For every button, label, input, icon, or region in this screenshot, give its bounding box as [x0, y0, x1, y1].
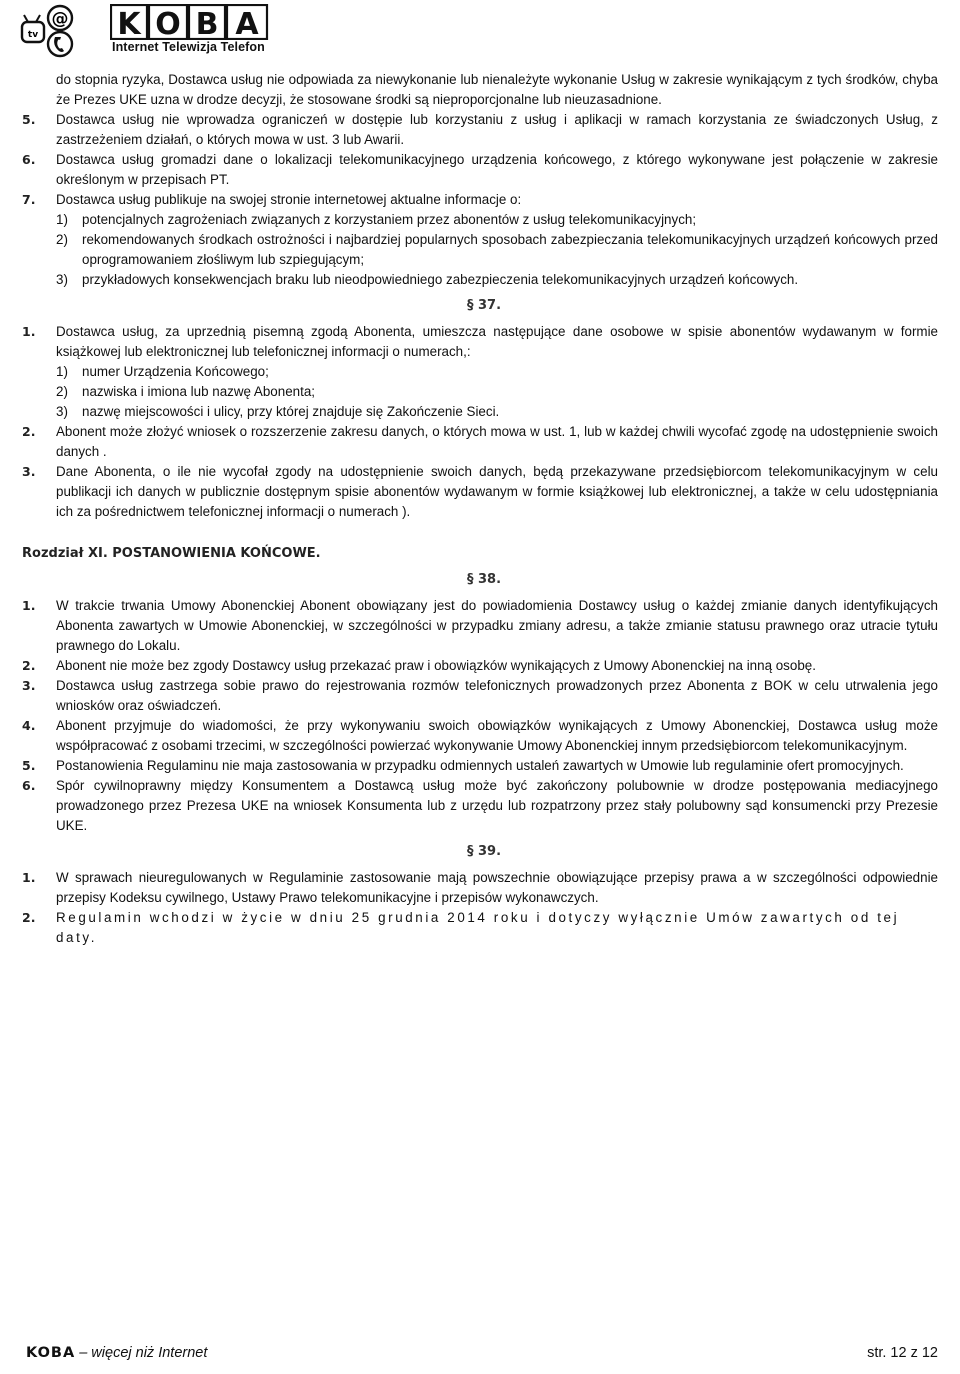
item-text: Dane Abonenta, o ile nie wycofał zgody na udostępnienie swoich danych, będą przekazywane przedsiębiorcom telekomunikacyjnym w celu publikacji ich danych w publicznie dostępnym spisie abonentów wydawanym w formie książkowej lub elektronicznej, a także w celu udostępniania ich za pośrednictwem telefonicznej informacji o numerach ). [56, 464, 938, 519]
s37-item-2 [22, 422, 938, 462]
item-text: W trakcie trwania Umowy Abonenckiej Abonent obowiązany jest do powiadomienia Dostawcy usług o każdej zmianie danych identyfikujących Abonenta zawartych w Umowie Abonenckiej, w szczególności w przypadku zmiany adresu, a także zmianie statusu prawnego oraz utracie tytułu prawnego do Lokalu. [56, 598, 938, 653]
item-number: 5. [22, 758, 36, 773]
sub-number: 2) [56, 232, 68, 247]
svg-text:O: O [155, 7, 181, 40]
item-text: Spór cywilnoprawny między Konsumentem a Dostawcą usług może być zakończony polubownie w drodze postępowania mediacyjnego prowadzonego przez Prezesa UKE na wniosek Konsumenta lub z urzędu lub rozpatrzony przez stały polubowny sąd konsumencki przy Prezesie UKE. [56, 778, 938, 833]
item-number: 2. [22, 424, 36, 439]
logo-subtitle: Internet Telewizja Telefon [112, 40, 265, 54]
intro-paragraph [22, 70, 938, 110]
footer-brand-line [26, 1345, 207, 1361]
item-text: Postanowienia Regulaminu nie maja zastosowania w przypadku odmiennych ustaleń zawartych w Umowie lub regulaminie ofert promocyjnych. [56, 758, 904, 773]
sub-text: potencjalnych zagrożeniach związanych z korzystaniem przez abonentów z usług telekomunikacyjnych; [82, 212, 697, 227]
item-text: Regulamin wchodzi w życie w dniu 25 grudnia 2014 roku i dotyczy wyłącznie Umów zawartych od tej daty. [56, 910, 900, 945]
s37-sub-3 [22, 402, 938, 422]
s39-item-2 [22, 908, 938, 948]
footer-brand: KOBA [26, 1345, 76, 1361]
s38-item-6 [22, 776, 938, 836]
item-number: 2. [22, 658, 36, 673]
s37-sub-1 [22, 362, 938, 382]
svg-text:B: B [195, 7, 219, 40]
s38-item-2 [22, 656, 938, 676]
svg-text:@: @ [51, 9, 69, 29]
logo-icons [20, 4, 82, 58]
item-number: 3. [22, 464, 36, 479]
sub-number: 1) [56, 212, 68, 227]
s36-sub-2 [22, 230, 938, 270]
tv-icon [22, 15, 44, 42]
s38-item-3 [22, 676, 938, 716]
sub-number: 1) [56, 364, 68, 379]
section-heading-38: § 38. [466, 572, 502, 587]
svg-text:A: A [235, 7, 259, 40]
s38-item-1 [22, 596, 938, 656]
s37-item-3 [22, 462, 938, 522]
s36-item-7 [22, 190, 938, 210]
item-number: 5. [22, 112, 36, 127]
s36-sub-3 [22, 270, 938, 290]
at-icon [48, 6, 72, 30]
sub-text: numer Urządzenia Końcowego; [82, 364, 269, 379]
item-number: 6. [22, 778, 36, 793]
item-text: Dostawca usług, za uprzednią pisemną zgodą Abonenta, umieszcza następujące dane osobowe w spisie abonentów wydawanym w formie książkowej lub elektronicznej lub telefonicznej informacji o numerach,: [56, 324, 938, 359]
item-text: Abonent nie może bez zgody Dostawcy usług przekazać praw i obowiązków wynikających z Umowy Abonenckiej na inną osobę. [56, 658, 816, 673]
item-text: Abonent może złożyć wniosek o rozszerzenie zakresu danych, o których mowa w ust. 1, lub w każdej chwili wycofać zgodę na udostępnienie swoich danych . [56, 424, 938, 459]
s39-item-1 [22, 868, 938, 908]
item-text: Dostawca usług zastrzega sobie prawo do rejestrowania rozmów telefonicznych prowadzonych przez Abonenta z BOK w celu utrwalenia jego wniosków oraz oświadczeń. [56, 678, 938, 713]
item-number: 1. [22, 598, 36, 613]
document-body [22, 70, 938, 948]
koba-logo [110, 4, 270, 40]
sub-number: 2) [56, 384, 68, 399]
footer-tagline: – więcej niż Internet [79, 1345, 208, 1361]
sub-number: 3) [56, 404, 68, 419]
sub-number: 3) [56, 272, 68, 287]
item-number: 3. [22, 678, 36, 693]
sub-text: rekomendowanych środkach ostrożności i najbardziej popularnych sposobach zabezpieczania telekomunikacyjnych urządzeń końcowych przed oprogramowaniem złośliwym lub szpiegującym; [82, 232, 938, 267]
header [20, 2, 265, 62]
footer [26, 1345, 938, 1367]
item-text: W sprawach nieuregulowanych w Regulaminie zastosowanie mają powszechnie obowiązujące przepisy prawa a w szczególności odpowiednie przepisy Kodeksu cywilnego, Ustawy Prawo telekomunikacyjne i przepisów wykonawczych. [56, 870, 938, 905]
s38-item-4 [22, 716, 938, 756]
s37-sub-2 [22, 382, 938, 402]
intro-text: do stopnia ryzyka, Dostawca usług nie odpowiada za niewykonanie lub nienależyte wykonanie Usług w zakresie wynikającym z tych środków, chyba że Prezes UKE uzna w drodze decyzji, że stosowane środki są nieproporcjonalne lub nieuzasadnione. [56, 72, 938, 107]
item-text: Dostawca usług gromadzi dane o lokalizacji telekomunikacyjnego urządzenia końcowego, z którego wykonywane jest połączenie w zakresie określonym w przepisach PT. [56, 152, 938, 187]
item-number: 6. [22, 152, 36, 167]
tv-icon-label: tv [27, 30, 39, 40]
s37-item-1 [22, 322, 938, 362]
page-number: str. 12 z 12 [867, 1345, 938, 1361]
s36-item-6 [22, 150, 938, 190]
item-number: 1. [22, 324, 36, 339]
item-number: 2. [22, 910, 36, 925]
s38-item-5 [22, 756, 938, 776]
item-number: 7. [22, 192, 36, 207]
sub-text: przykładowych konsekwencjach braku lub nieodpowiedniego zabezpieczenia telekomunikacyjnych urządzeń końcowych. [82, 272, 799, 287]
item-number: 4. [22, 718, 36, 733]
item-text: Dostawca usług nie wprowadza ograniczeń w dostępie lub korzystaniu z usług i aplikacji w ramach korzystania ze świadczonych Usług, z zastrzeżeniem działań, o których mowa w ust. 3 lub Awarii. [56, 112, 938, 147]
item-text: Abonent przyjmuje do wiadomości, że przy wykonywaniu swoich obowiązków wynikających z Umowy Abonenckiej, Dostawca usług może współpracować z osobami trzecimi, w szczególności powierzać wykonywanie Umowy Abonenckiej innym przedsiębiorcom telekomunikacyjnym. [56, 718, 938, 753]
chapter-heading: Rozdział XI. POSTANOWIENIA KOŃCOWE. [22, 546, 321, 561]
svg-text:K: K [117, 7, 141, 40]
phone-icon [48, 32, 72, 56]
item-text: Dostawca usług publikuje na swojej stronie internetowej aktualne informacje o: [56, 192, 522, 207]
sub-text: nazwę miejscowości i ulicy, przy której znajduje się Zakończenie Sieci. [82, 404, 500, 419]
s36-item-5 [22, 110, 938, 150]
item-number: 1. [22, 870, 36, 885]
sub-text: nazwiska i imiona lub nazwę Abonenta; [82, 384, 315, 399]
section-heading-37: § 37. [466, 298, 502, 313]
s36-sub-1 [22, 210, 938, 230]
section-heading-39: § 39. [466, 844, 502, 859]
